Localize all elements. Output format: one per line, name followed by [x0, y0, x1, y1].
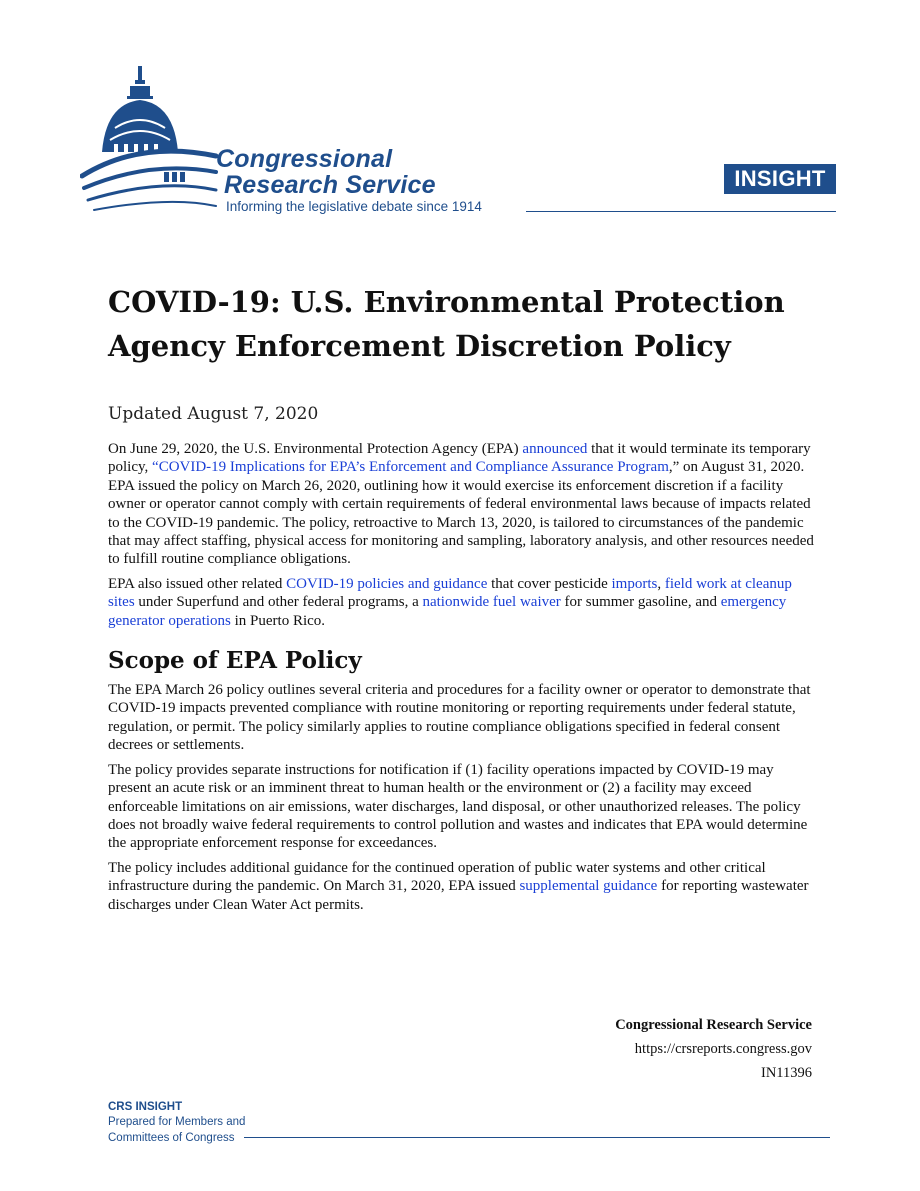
- text-run: for summer gasoline, and: [560, 594, 721, 611]
- text-run: for reporting wastewater discharges under Clean Water Act permits.: [108, 878, 809, 913]
- link-field-work-cleanup-sites[interactable]: field work at cleanup sites: [108, 575, 792, 611]
- text-run: under Superfund and other federal programs, a: [134, 594, 423, 611]
- text-run: ,: [657, 575, 665, 592]
- header: [0, 0, 920, 240]
- footer-rule: [244, 1137, 830, 1138]
- updated-date: Updated August 7, 2020: [108, 404, 319, 424]
- text-run: ,” on August 31, 2020. EPA issued the policy on March 26, 2020, outlining how it would exercise its enforcement discretion if a facility owner or operator cannot comply with certain requirements of federal environmental laws because of impacts related to the COVID-19 pandemic. The policy, retroactive to March 13, 2020, is tailored to circumstances of the pandemic that may affect staffing, physical access for monitoring and sampling, laboratory analysis, and other resources needed to fulfill routine compliance obligations.: [108, 459, 814, 568]
- logo-line-research-service: Research Service: [224, 171, 436, 199]
- link-covid-policies-guidance[interactable]: COVID-19 policies and guidance: [286, 575, 488, 592]
- footer-line-1: Prepared for Members and: [108, 1116, 246, 1128]
- scope-paragraph-2: The policy provides separate instructions for notification if (1) facility operations impacted by COVID-19 may present an acute risk or an imminent threat to human health or the environment or (2) a facility may exceed enforceable limitations on air emissions, water discharges, land disposal, or other unauthorized releases. The policy does not broadly waive federal requirements to control pollution and wastes and indicates that EPA would determine the appropriate enforcement response for exceedances.: [108, 761, 808, 852]
- footer: [108, 1100, 245, 1146]
- link-covid-enforcement-policy[interactable]: “COVID-19 Implications for EPA’s Enforcement and Compliance Assurance Program: [152, 459, 669, 476]
- link-announced[interactable]: announced: [522, 441, 588, 457]
- capitol-dome-icon: [80, 60, 220, 216]
- header-rule: [526, 211, 836, 212]
- text-run: EPA also issued other related: [108, 575, 287, 592]
- link-imports[interactable]: imports: [611, 575, 658, 592]
- report-id: IN11396: [760, 1065, 812, 1081]
- scope-paragraph-3: [108, 859, 814, 914]
- text-run: in Puerto Rico.: [230, 612, 326, 629]
- publisher-name: Congressional Research Service: [615, 1017, 812, 1033]
- text-run: that cover pesticide: [487, 575, 612, 592]
- section-heading-scope: Scope of EPA Policy: [108, 647, 362, 675]
- publisher-url: https://crsreports.congress.gov: [634, 1041, 812, 1057]
- crs-logo-text: [216, 146, 436, 198]
- link-supplemental-guidance[interactable]: supplemental guidance: [519, 878, 658, 895]
- scope-paragraph-1: The EPA March 26 policy outlines several criteria and procedures for a facility owner or operator to demonstrate that COVID-19 impacts prevented compliance with routine monitoring or reporting requirements under federal statute, regulation, or permit. The policy similarly applies to routine compliance obligations specified in federal consent decrees or settlements.: [108, 682, 811, 754]
- publisher-block: [615, 1013, 812, 1085]
- article-body: [108, 440, 814, 920]
- logo-line-congressional: Congressional: [216, 145, 393, 173]
- text-run: On June 29, 2020, the U.S. Environmental Protection Agency (EPA): [108, 441, 523, 457]
- text-run: The policy includes additional guidance for the continued operation of public water systems and other critical infrastructure during the pandemic. On March 31, 2020, EPA issued: [108, 859, 766, 895]
- text-run: that it would terminate its temporary policy,: [108, 441, 811, 476]
- intro-paragraph-1: [108, 440, 814, 569]
- footer-line-2: Committees of Congress: [108, 1132, 235, 1144]
- footer-title: CRS INSIGHT: [108, 1101, 183, 1113]
- page-title: COVID-19: U.S. Environmental Protection Agency Enforcement Discretion Policy: [108, 285, 785, 363]
- insight-badge: INSIGHT: [724, 164, 836, 194]
- intro-paragraph-2: [108, 575, 814, 630]
- link-emergency-generator-operations[interactable]: emergency generator operations: [108, 594, 787, 629]
- link-nationwide-fuel-waiver[interactable]: nationwide fuel waiver: [422, 594, 561, 611]
- logo-tagline: Informing the legislative debate since 1914: [226, 199, 482, 214]
